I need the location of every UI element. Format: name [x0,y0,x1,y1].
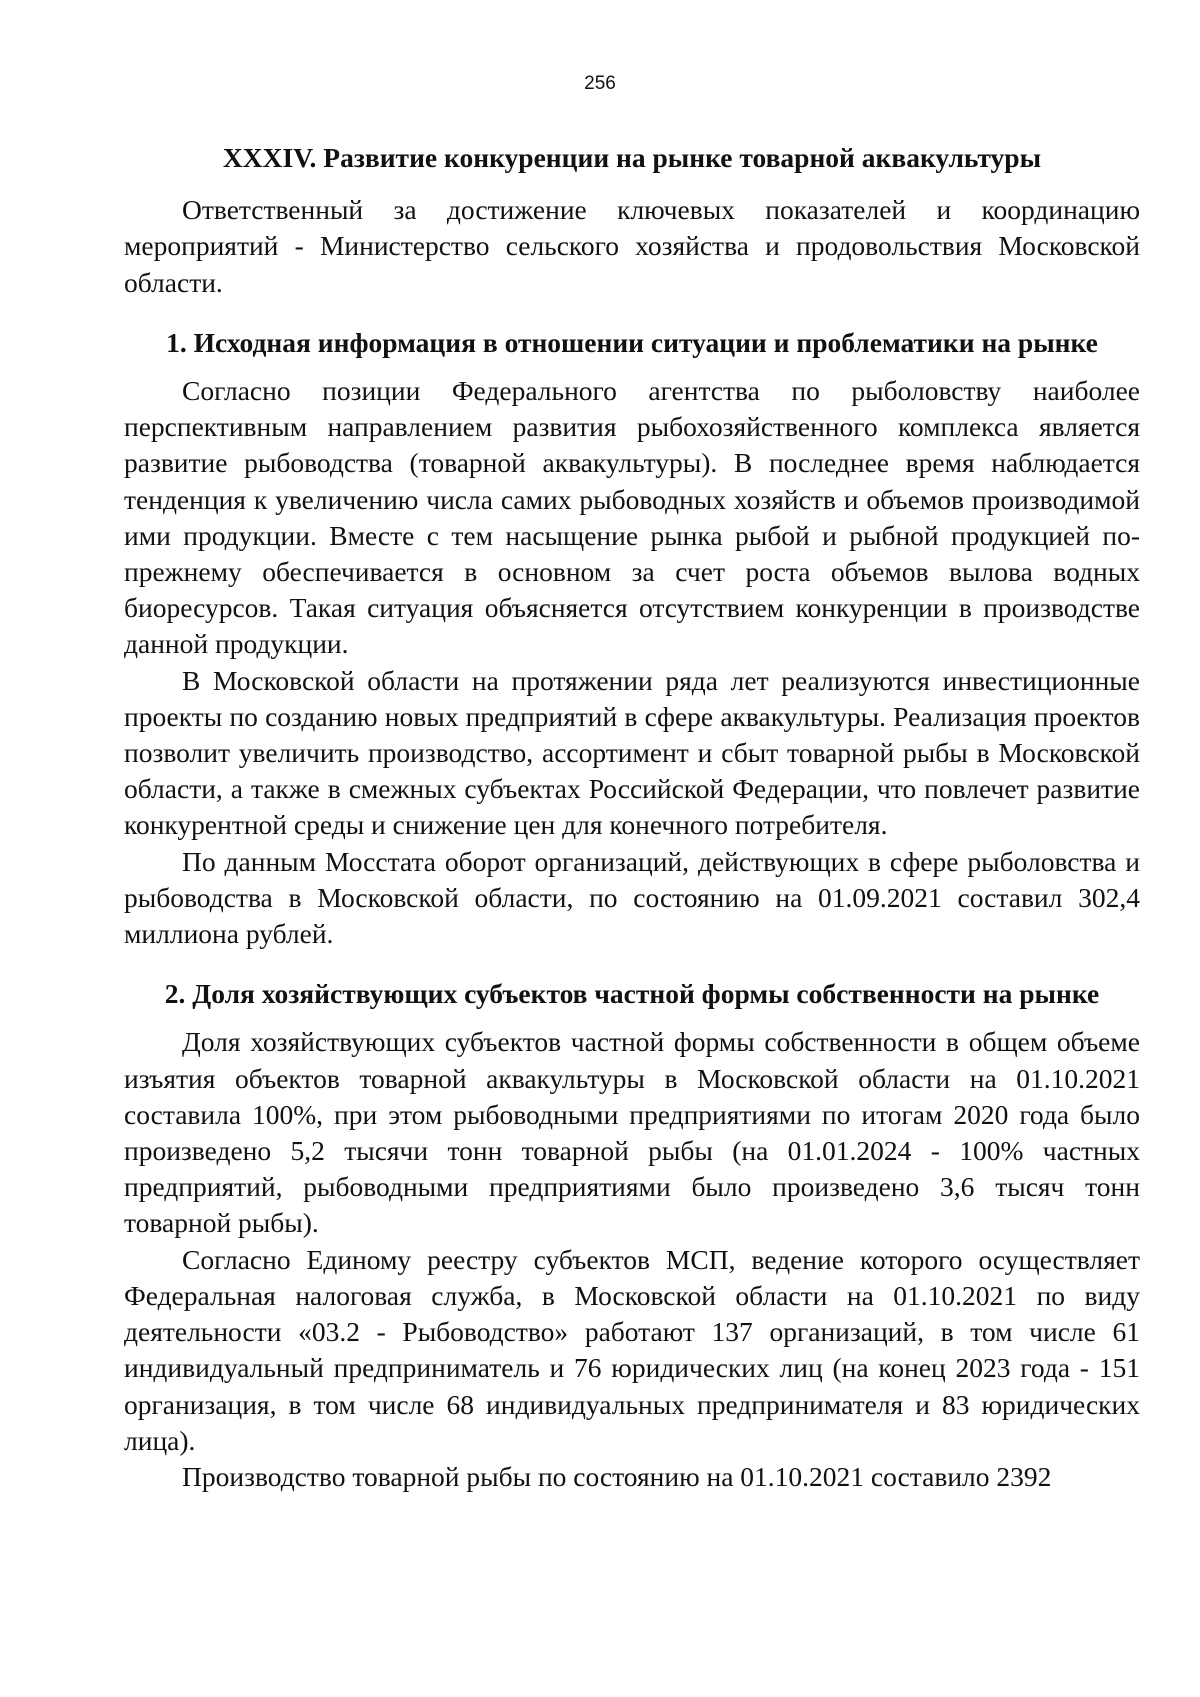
section-1-paragraph-2: В Московской области на протяжении ряда лет реализуются инвестиционные проекты по созданию новых предприятий в сфере аквакультуры. Реализация проектов позволит увеличить производство, ассортимент и сбыт товарной рыбы в Московской области, а также в смежных субъектах Российской Федерации, что повлечет развитие конкурентной среды и снижение цен для конечного потребителя. [124,664,1140,841]
section-2-paragraph-2: Согласно Единому реестру субъектов МСП, ведение которого осуществляет Федеральная налоговая служба, в Московской области на 01.10.2021 по виду деятельности «03.2 - Рыбоводство» работают 137 организаций, в том числе 61 индивидуальный предприниматель и 76 юридических лиц (на конец 2023 года - 151 организация, в том числе 68 индивидуальных предпринимателя и 83 юридических лица). [124,1243,1140,1456]
section-1-heading: 1. Исходная информация в отношении ситуации и проблематики на рынке [166,326,1098,358]
section-2-heading: 2. Доля хозяйствующих субъектов частной формы собственности на рынке [164,978,1100,1010]
section-2-paragraph-1: Доля хозяйствующих субъектов частной формы собственности в общем объеме изъятия объектов товарной аквакультуры в Московской области на 01.10.2021 составила 100%, при этом рыбоводными предприятиями по итогам 2020 года было произведено 5,2 тысячи тонн товарной рыбы (на 01.01.2024 - 100% частных предприятий, рыбоводными предприятиями было произведено 3,6 тысяч тонн товарной рыбы). [124,1026,1140,1239]
section-1-paragraph-3: По данным Мосстата оборот организаций, действующих в сфере рыболовства и рыбоводства в Московской области, по состоянию на 01.09.2021 составил 302,4 миллиона рублей. [124,845,1140,950]
page-number: 256 [584,73,616,94]
section-2-paragraph-3: Производство товарной рыбы по состоянию на 01.10.2021 составило 2392 [182,1460,1052,1492]
section-1-paragraph-1: Согласно позиции Федерального агентства по рыболовству наиболее перспективным направлением развития рыбохозяйственного комплекса является развитие рыбоводства (товарной аквакультуры). В последнее время наблюдается тенденция к увеличению числа самих рыбоводных хозяйств и объемов производимой ими продукции. Вместе с тем насыщение рынка рыбой и рыбной продукцией по-прежнему обеспечивается в основном за счет роста объемов вылова водных биоресурсов. Такая ситуация объясняется отсутствием конкуренции в производстве данной продукции. [124,375,1140,660]
document-body [124,140,1140,1495]
intro-paragraph: Ответственный за достижение ключевых показателей и координацию мероприятий - Министерство сельского хозяйства и продовольствия Московской области. [124,194,1140,298]
document-title: XXXIV. Развитие конкуренции на рынке товарной аквакультуры [222,142,1042,173]
